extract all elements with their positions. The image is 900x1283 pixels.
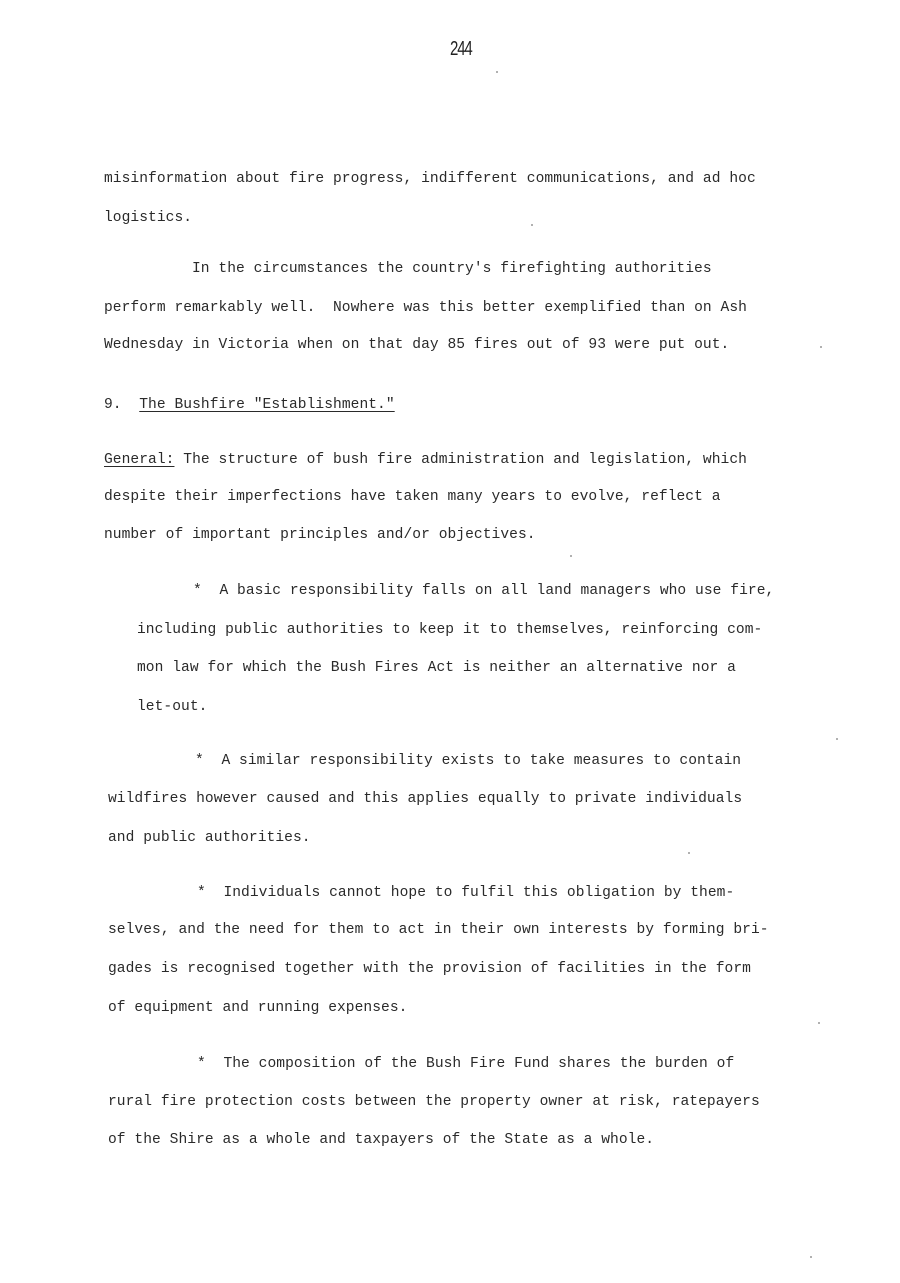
scan-speck bbox=[688, 852, 690, 854]
section-heading bbox=[104, 396, 395, 414]
bullet-1-line-3: mon law for which the Bush Fires Act is neither an alternative nor a bbox=[137, 660, 736, 676]
scan-speck bbox=[810, 1256, 812, 1258]
bullet-3-line-4: of equipment and running expenses. bbox=[108, 1000, 408, 1016]
bullet-1-line-2: including public authorities to keep it to themselves, reinforcing com- bbox=[137, 622, 763, 638]
bullet-2-line-2: wildfires however caused and this applies equally to private individuals bbox=[108, 791, 743, 807]
bullet-3-line-2: selves, and the need for them to act in their own interests by forming bri- bbox=[108, 922, 769, 938]
scan-speck bbox=[531, 224, 533, 226]
circumstances-line-1: In the circumstances the country's firefighting authorities bbox=[192, 261, 712, 277]
scan-speck bbox=[818, 1022, 820, 1024]
page-number: 244 bbox=[450, 38, 472, 60]
section-title: The Bushfire "Establishment." bbox=[139, 397, 395, 413]
section-number: 9. bbox=[104, 397, 122, 413]
general-text: The structure of bush fire administration and legislation, which bbox=[174, 452, 747, 468]
circumstances-line-3: Wednesday in Victoria when on that day 85 fires out of 93 were put out. bbox=[104, 337, 730, 353]
intro-line-1: misinformation about fire progress, indifferent communications, and ad hoc bbox=[104, 171, 756, 187]
bullet-2-line-1: * A similar responsibility exists to take measures to contain bbox=[195, 753, 742, 769]
general-line-3: number of important principles and/or objectives. bbox=[104, 527, 536, 543]
bullet-1-line-1: * A basic responsibility falls on all land managers who use fire, bbox=[193, 583, 775, 599]
bullet-4-line-3: of the Shire as a whole and taxpayers of the State as a whole. bbox=[108, 1132, 655, 1148]
circumstances-line-2: perform remarkably well. Nowhere was this better exemplified than on Ash bbox=[104, 300, 747, 316]
scan-speck bbox=[820, 346, 822, 348]
bullet-4-line-1: * The composition of the Bush Fire Fund shares the burden of bbox=[197, 1056, 735, 1072]
scan-speck bbox=[836, 738, 838, 740]
bullet-3-line-1: * Individuals cannot hope to fulfil this obligation by them- bbox=[197, 885, 735, 901]
bullet-4-line-2: rural fire protection costs between the property owner at risk, ratepayers bbox=[108, 1094, 760, 1110]
general-label: General: bbox=[104, 452, 175, 468]
asterisk-icon: * bbox=[193, 583, 202, 599]
asterisk-icon: * bbox=[197, 885, 206, 901]
scan-speck bbox=[570, 555, 572, 557]
bullet-1-line-4: let-out. bbox=[137, 699, 208, 715]
general-line-2: despite their imperfections have taken many years to evolve, reflect a bbox=[104, 489, 721, 505]
bullet-2-line-3: and public authorities. bbox=[108, 830, 311, 846]
intro-line-2: logistics. bbox=[104, 210, 193, 226]
asterisk-icon: * bbox=[197, 1056, 206, 1072]
asterisk-icon: * bbox=[195, 753, 204, 769]
general-line-1 bbox=[104, 451, 747, 469]
bullet-3-line-3: gades is recognised together with the provision of facilities in the form bbox=[108, 961, 751, 977]
scan-speck bbox=[496, 71, 498, 73]
